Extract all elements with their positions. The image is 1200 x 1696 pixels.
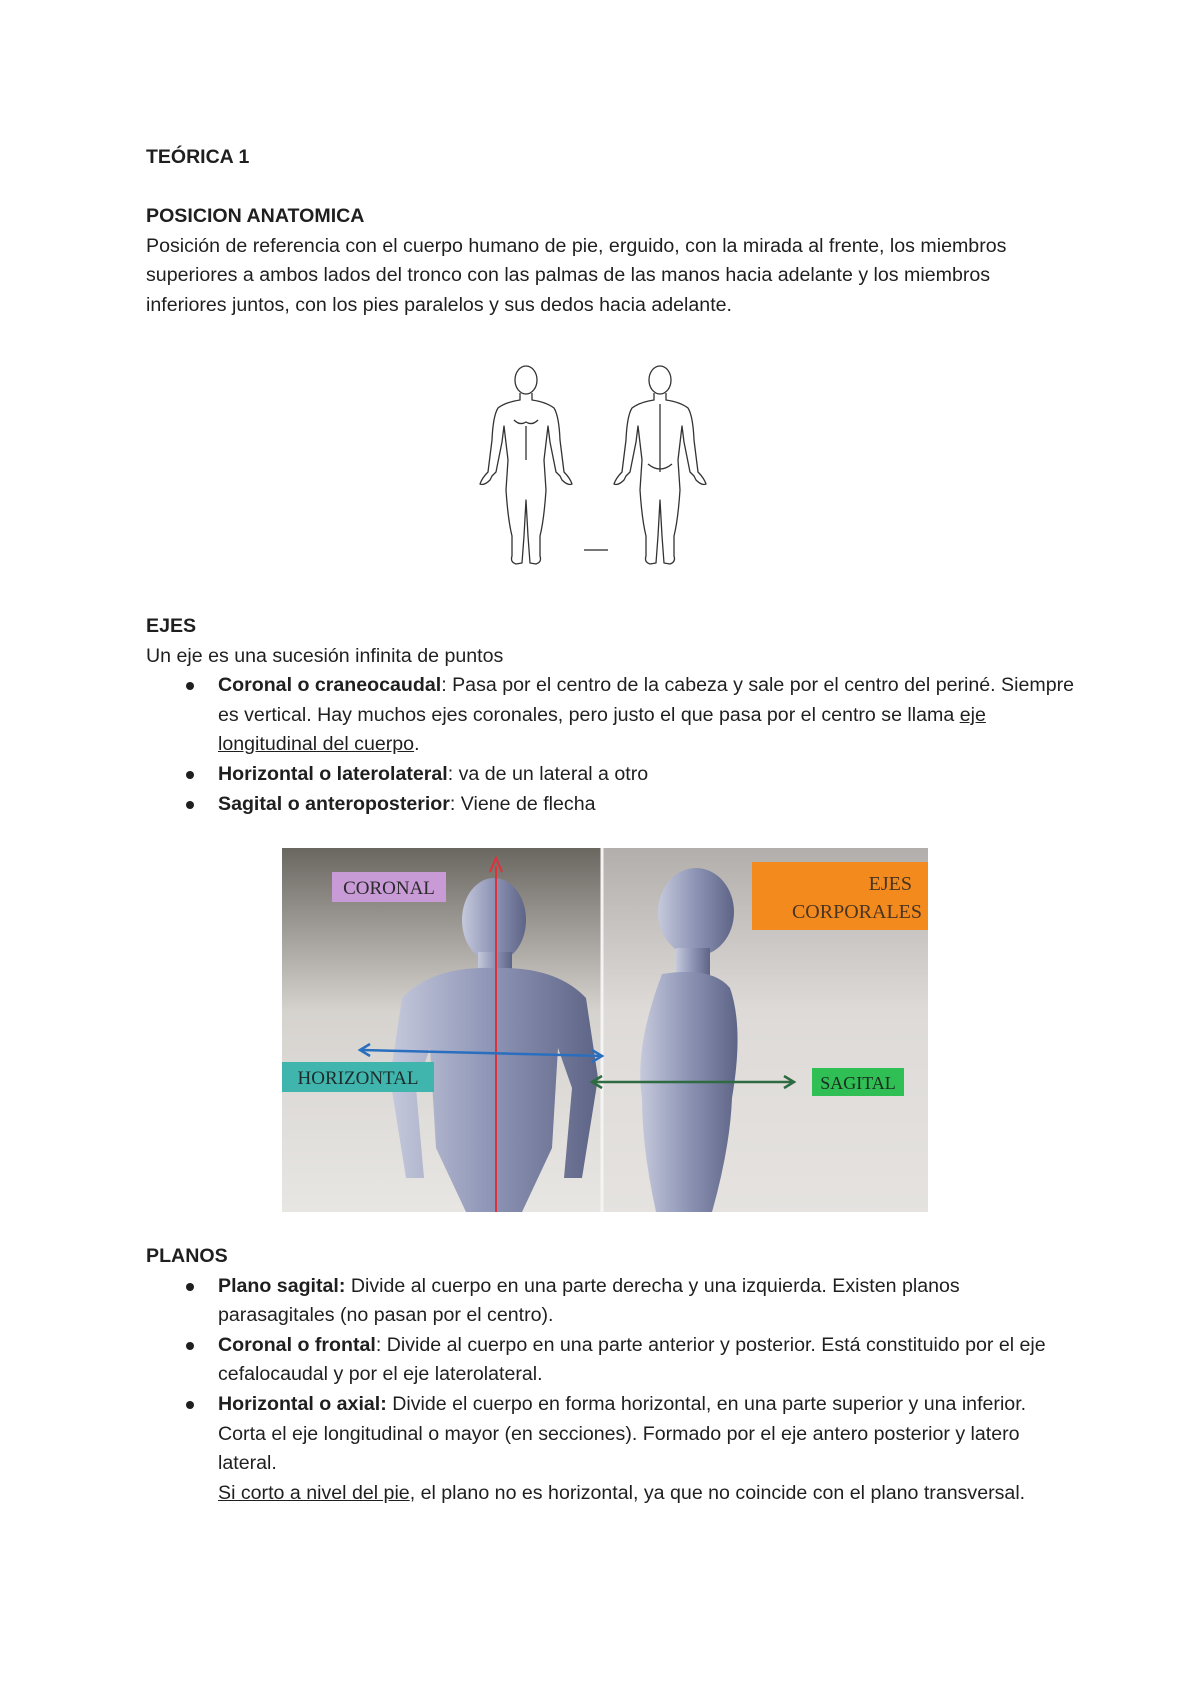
section-heading-planos: PLANOS <box>146 1245 228 1267</box>
horizontal-tag: HORIZONTAL <box>297 1068 419 1089</box>
section-posicion <box>146 202 1076 320</box>
section-heading-posicion: POSICION ANATOMICA <box>146 205 365 227</box>
definition: Divide al cuerpo en una parte derecha y una izquierda. Existen planos parasagitales (no pasan por el centro). <box>218 1274 960 1327</box>
ejes-tag-line2: CORPORALES <box>791 901 922 923</box>
definition: : Viene de flecha <box>449 792 596 815</box>
list-item <box>146 1331 1076 1390</box>
list-item <box>146 1272 1076 1331</box>
list-item: Coronal o craneocaudal: Pasa por el centro de la cabeza y sale por el centro del periné. Siempre es vertical. Hay muchos ejes coronales, pero justo el que pasa por el centro se llama eje longitudinal del cuerpo. <box>146 671 1076 760</box>
planos-list <box>146 1272 1076 1509</box>
underlined-note: Si corto a nivel del pie <box>218 1481 410 1504</box>
list-item <box>146 1390 1076 1508</box>
term: Horizontal o axial: <box>218 1392 387 1415</box>
definition: : Pasa por el centro de la cabeza y sale por el centro del periné. Siempre es vertical. Hay muchos ejes coronales, pero justo el que pasa por el centro se llama <box>218 674 1075 726</box>
anatomical-position-figure <box>468 360 730 572</box>
list-item <box>146 760 1076 790</box>
section-heading-ejes: EJES <box>146 615 197 637</box>
sagital-tag: SAGITAL <box>820 1073 896 1093</box>
note-text: , el plano no es horizontal, ya que no coincide con el plano transversal. <box>409 1481 1026 1504</box>
definition: Divide el cuerpo en forma horizontal, en una parte superior y una inferior. Corta el eje longitudinal o mayor (en secciones). Formado por el eje antero posterior y latero lateral. <box>218 1392 1027 1475</box>
term: Coronal o frontal <box>218 1333 376 1356</box>
term: Plano sagital: <box>218 1274 346 1297</box>
underlined-term: eje longitudinal del cuerpo <box>218 703 986 756</box>
body-axes-figure <box>282 848 928 1212</box>
posicion-paragraph: Posición de referencia con el cuerpo humano de pie, erguido, con la mirada al frente, los miembros superiores a ambos lados del tronco con las palmas de las manos hacia adelante y los miembros inferiores juntos, con los pies paralelos y sus dedos hacia adelante. <box>146 234 1007 316</box>
coronal-tag: CORONAL <box>343 878 435 899</box>
page-title: TEÓRICA 1 <box>146 146 250 168</box>
ejes-list <box>146 671 1076 819</box>
section-planos <box>146 1242 1076 1508</box>
list-item <box>146 790 1076 820</box>
definition: : va de un lateral a otro <box>447 762 649 785</box>
ejes-intro: Un eje es una sucesión infinita de puntos <box>146 644 504 667</box>
term: Coronal o craneocaudal <box>218 674 442 697</box>
term: Sagital o anteroposterior <box>218 792 450 815</box>
section-ejes <box>146 612 1076 819</box>
definition: : Divide al cuerpo en una parte anterior y posterior. Está constituido por el eje cefalocaudal y por el eje laterolateral. <box>218 1333 1046 1386</box>
ejes-tag-line1: EJES <box>868 873 912 895</box>
body-outline-drawing <box>468 360 730 572</box>
term: Horizontal o laterolateral <box>218 762 448 785</box>
body-axes-illustration <box>282 848 928 1212</box>
